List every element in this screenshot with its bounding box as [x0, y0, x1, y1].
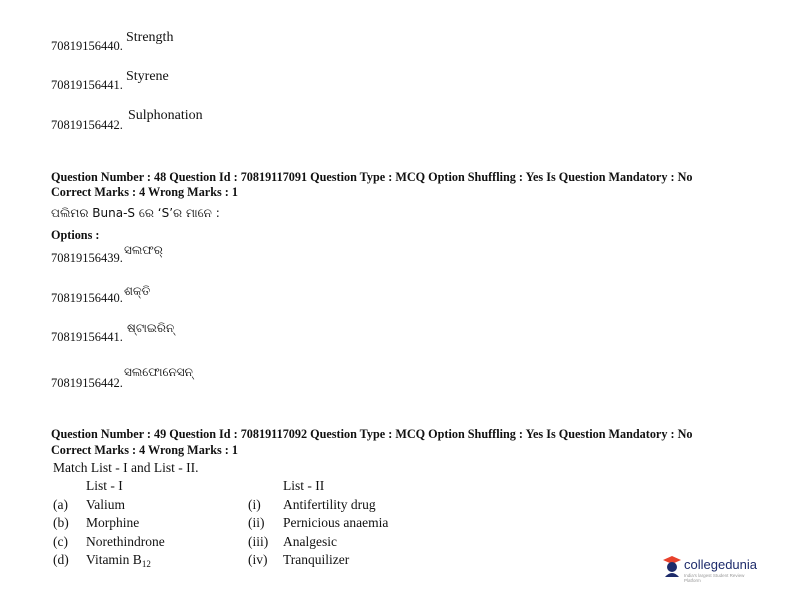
question-header: Question Number : 49 Question Id : 70819117092 Question Type : MCQ Option Shuffling : Yes Is Question Mandatory : No: [51, 427, 693, 441]
row-item: Pernicious anaemia: [283, 515, 389, 530]
option-text: ସଲଫର୍: [124, 243, 163, 257]
option-text: ଶକ୍ତି: [124, 284, 151, 298]
option-id: 70819156440.: [51, 291, 123, 305]
row-item: Tranquilizer: [283, 552, 350, 567]
options-label: Options :: [51, 228, 100, 242]
collegedunia-logo: [662, 555, 762, 585]
row-item: Valium: [86, 497, 125, 512]
row-label: (b): [53, 515, 69, 530]
row-label: (iv): [248, 552, 268, 567]
option-id: 70819156441.: [51, 78, 123, 92]
question-text: Match List - I and List - II.: [53, 460, 199, 475]
marks-header: Correct Marks : 4 Wrong Marks : 1: [51, 185, 238, 199]
row-item: Analgesic: [283, 534, 337, 549]
question-text: ପଲିମର Buna-S ରେ ‘S’ର ମାନେ :: [51, 206, 220, 220]
row-label: (ii): [248, 515, 265, 530]
row-item: [86, 552, 151, 569]
logo-tagline: India's largest Student Review Platform: [684, 573, 745, 583]
row-label: (c): [53, 534, 68, 549]
row-item-subscript: 12: [141, 559, 151, 569]
option-id: 70819156440.: [51, 39, 123, 53]
option-text: Styrene: [126, 69, 169, 84]
marks-header: Correct Marks : 4 Wrong Marks : 1: [51, 443, 238, 457]
row-item-text: Vitamin B: [86, 552, 142, 567]
option-id: 70819156442.: [51, 118, 123, 132]
row-item: Norethindrone: [86, 534, 165, 549]
question-header: Question Number : 48 Question Id : 70819117091 Question Type : MCQ Option Shuffling : Yes Is Question Mandatory : No: [51, 170, 693, 184]
option-id: 70819156442.: [51, 376, 123, 390]
row-label: (d): [53, 552, 69, 567]
row-item: Antifertility drug: [283, 497, 376, 512]
row-label: (i): [248, 497, 261, 512]
list1-header: List - I: [86, 478, 123, 493]
row-label: (iii): [248, 534, 269, 549]
logo-name: collegedunia: [684, 557, 758, 572]
option-text: ସଲଫୋନେସନ୍: [124, 365, 193, 379]
row-label: (a): [53, 497, 68, 512]
graduate-icon: [662, 555, 682, 577]
list2-header: List - II: [283, 478, 325, 493]
option-id: 70819156439.: [51, 251, 123, 265]
option-text: Sulphonation: [128, 108, 203, 123]
row-item: Morphine: [86, 515, 140, 530]
option-id: 70819156441.: [51, 330, 123, 344]
option-text: Strength: [126, 30, 174, 45]
option-text: ଷ୍ଟାଇରିନ୍: [127, 321, 175, 335]
